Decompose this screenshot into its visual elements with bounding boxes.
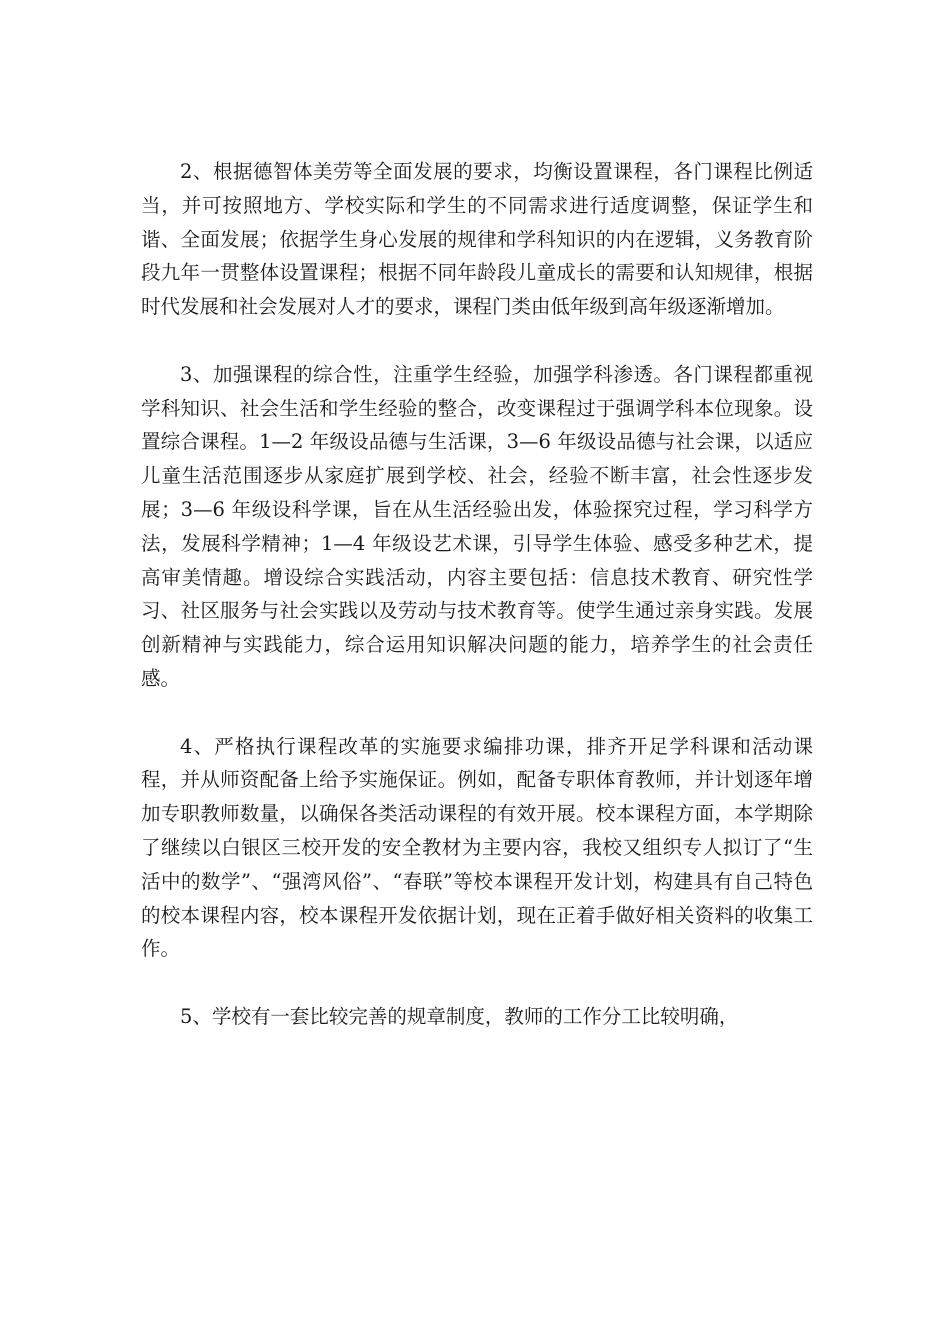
paragraph-3: 3、加强课程的综合性，注重学生经验，加强学科渗透。各门课程都重视学科知识、社会生活和学生经验的整合，改变课程过于强调学科本位现象。设置综合课程。1—2 年级设品德与生活课，3—6 年级设品德与社会课，以适应儿童生活范围逐步从家庭扩展到学校、社会，经验不断丰富，社会性逐步发展；3—6 年级设科学课，旨在从生活经验出发，体验探究过程，学习科学方法，发展科学精神；1—4 年级设艺术课，引导学生体验、感受多种艺术，提高审美情趣。增设综合实践活动，内容主要包括：信息技术教育、研究性学习、社区服务与社会实践以及劳动与技术教育等。使学生通过亲身实践。发展创新精神与实践能力，综合运用知识解决问题的能力，培养学生的社会责任感。: [141, 362, 813, 690]
paragraph-4: 4、严格执行课程改革的实施要求编排功课，排齐开足学科课和活动课程，并从师资配备上给予实施保证。例如，配备专职体育教师，并计划逐年增加专职教师数量，以确保各类活动课程的有效开展。校本课程方面，本学期除了继续以白银区三校开发的安全教材为主要内容，我校又组织专人拟订了“生活中的数学”、“强湾风俗”、“春联”等校本课程开发计划，构建具有自己特色的校本课程内容，校本课程开发依据计划，现在正着手做好相关资料的收集工作。: [141, 734, 813, 961]
paragraph-5: 5、学校有一套比较完善的规章制度，教师的工作分工比较明确，: [180, 1004, 739, 1028]
document-body: [141, 155, 813, 1068]
paragraph-2: 2、根据德智体美劳等全面发展的要求，均衡设置课程，各门课程比例适当，并可按照地方、学校实际和学生的不同需求进行适度调整，保证学生和谐、全面发展；依据学生身心发展的规律和学科知识的内在逻辑，义务教育阶段九年一贯整体设置课程；根据不同年龄段儿童成长的需要和认知规律，根据时代发展和社会发展对人才的要求，课程门类由低年级到高年级逐渐增加。: [141, 160, 813, 319]
